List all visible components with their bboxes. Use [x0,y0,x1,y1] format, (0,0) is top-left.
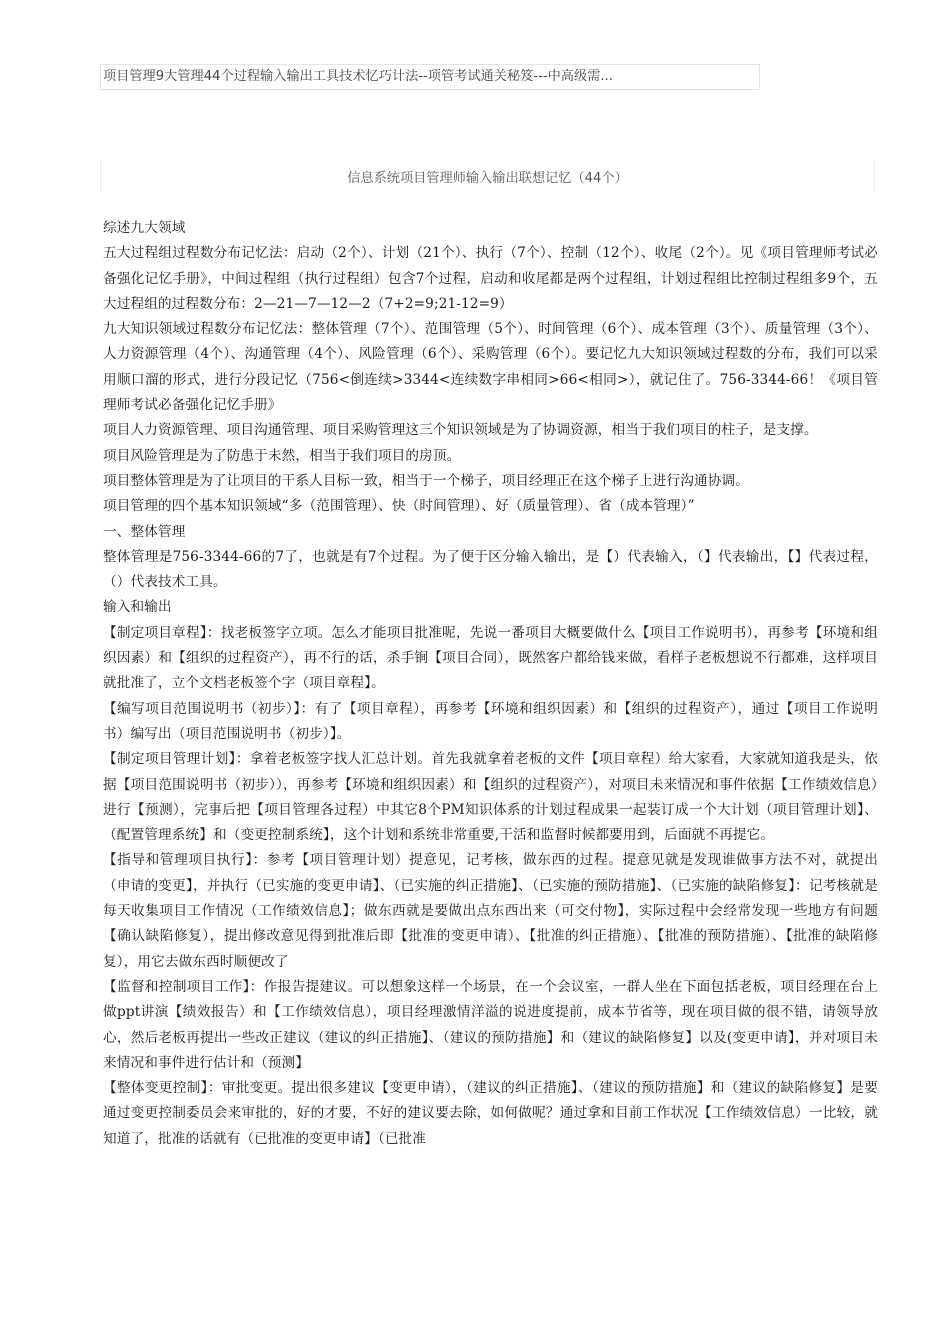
paragraph-risk-management: 项目风险管理是为了防患于未然，相当于我们项目的房顶。 [103,447,461,464]
document-header-title: 项目管理9大管理44个过程输入输出工具技术忆巧计法--项管考试通关秘笈---中高级需... [100,64,760,90]
paragraph-four-basic-areas: 项目管理的四个基本知识领域“多（范围管理）、快（时间管理）、好（质量管理）、省（成本管理）” [103,498,695,515]
paragraph-integration-management: 项目整体管理是为了让项目的干系人目标一致，相当于一个梯子，项目经理正在这个梯子上进行沟通协调。 [103,472,749,489]
section-heading-overview: 综述九大领域 [103,220,186,236]
paragraph-monitor-control: 【监督和控制项目工作】：作报告提建议。可以想象这样一个场景，在一个会议室，一群人坐在下面包括老板，项目经理在台上做ppt讲演【绩效报告）和【工作绩效信息），项目经理激情洋溢的说进度提前，成本节省等，现在项目做的很不错，请领导放心，然后老板再提出一些改正建议（建议的纠正措施】、（建议的预防措施】和（建议的缺陷修复】以及(变更申请】，并对项目未来情况和事件进行估计和（预测】 [103,978,878,1071]
paragraph-pm-plan: 【制定项目管理计划】：拿着老板签字找人汇总计划。首先我就拿着老板的文件【项目章程）给大家看，大家就知道我是头，依据【项目范围说明书（初步）），再参考【环境和组织因素）和【组织的过程资产），对项目未来情况和事件依据【工作绩效信息）进行【预测），完事后把【项目管理各过程）中其它8个PM知识体系的计划过程成果一起装订成一个大计划（项目管理计划】、（配置管理系统】和（变更控制系统】，这个计划和系统非常重要,干活和监督时候都要用到，后面就不再提它。 [103,751,878,844]
section-heading-inputs-outputs: 输入和输出 [103,599,172,616]
paragraph-develop-charter: 【制定项目章程】：找老板签字立项。怎么才能项目批准呢，先说一番项目大概要做什么【项目工作说明书），再参考【环境和组织因素）和【组织的过程资产），再不行的话，杀手锏【项目合同），既然客户都给钱来做，看样子老板想说不行都难，这样项目就批准了，立个文档老板签个字（项目章程】。 [103,624,878,692]
subtitle-box [100,160,875,192]
paragraph-scope-statement: 【编写项目范围说明书（初步）】：有了【项目章程），再参考【环境和组织因素）和【组织的过程资产），通过【项目工作说明书）编写出（项目范围说明书（初步）】。 [103,700,878,742]
document-subtitle: 信息系统项目管理师输入输出联想记忆（44个） [347,171,628,186]
document-body [103,216,878,1152]
paragraph-change-control: 【整体变更控制】：审批变更。提出很多建议【变更申请），（建议的纠正措施】、（建议的预防措施】和（建议的缺陷修复】是要通过变更控制委员会来审批的，好的才要，不好的建议要去除，如何做呢？通过拿和目前工作状况【工作绩效信息）一比较，就知道了，批准的话就有（已批准的变更申请】（已批准 [103,1080,878,1147]
paragraph-resource-areas: 项目人力资源管理、项目沟通管理、项目采购管理这三个知识领域是为了协调资源，相当于我们项目的柱子，是支撑。 [103,422,818,439]
paragraph-integration-intro: 整体管理是756-3344-66的7了，也就是有7个过程。为了便于区分输入输出，是【）代表输入，（】代表输出，【】代表过程，（）代表技术工具。 [103,548,878,591]
paragraph-knowledge-areas: 九大知识领域过程数分布记忆法：整体管理（7个）、范围管理（5个）、时间管理（6个）、成本管理（3个）、质量管理（3个）、人力资源管理（4个）、沟通管理（4个）、风险管理（6个）、采购管理（6个）。要记忆九大知识领域过程数的分布，我们可以采用顺口溜的形式，进行分段记忆（756<倒连续>3344<连续数字串相同>66<相同>），就记住了。756-3344-66！《项目管理师考试必备强化记忆手册》 [103,321,878,414]
section-heading-integration: 一、整体管理 [103,523,186,540]
paragraph-process-groups: 五大过程组过程数分布记忆法：启动（2个）、计划（21个）、执行（7个）、控制（12个）、收尾（2个）。见《项目管理师考试必备强化记忆手册》，中间过程组（执行过程组）包含7个过程，启动和收尾都是两个过程组，计划过程组比控制过程组多9个，五大过程组的过程数分布：2—21—7—12—2（7+2=9;21-12=9） [103,245,878,312]
paragraph-direct-manage: 【指导和管理项目执行】：参考【项目管理计划）提意见，记考核，做东西的过程。提意见就是发现谁做事方法不对，就提出（申请的变更】，并执行（已实施的变更申请】、（已实施的纠正措施】、（已实施的预防措施】、（已实施的缺陷修复】：记考核就是每天收集项目工作情况（工作绩效信息】；做东西就是要做出点东西出来（可交付物】，实际过程中会经常发现一些地方有问题【确认缺陷修复），提出修改意见得到批准后即【批准的变更申请）、【批准的纠正措施）、【批准的预防措施）、【批准的缺陷修复），用它去做东西时顺便改了 [103,852,878,970]
